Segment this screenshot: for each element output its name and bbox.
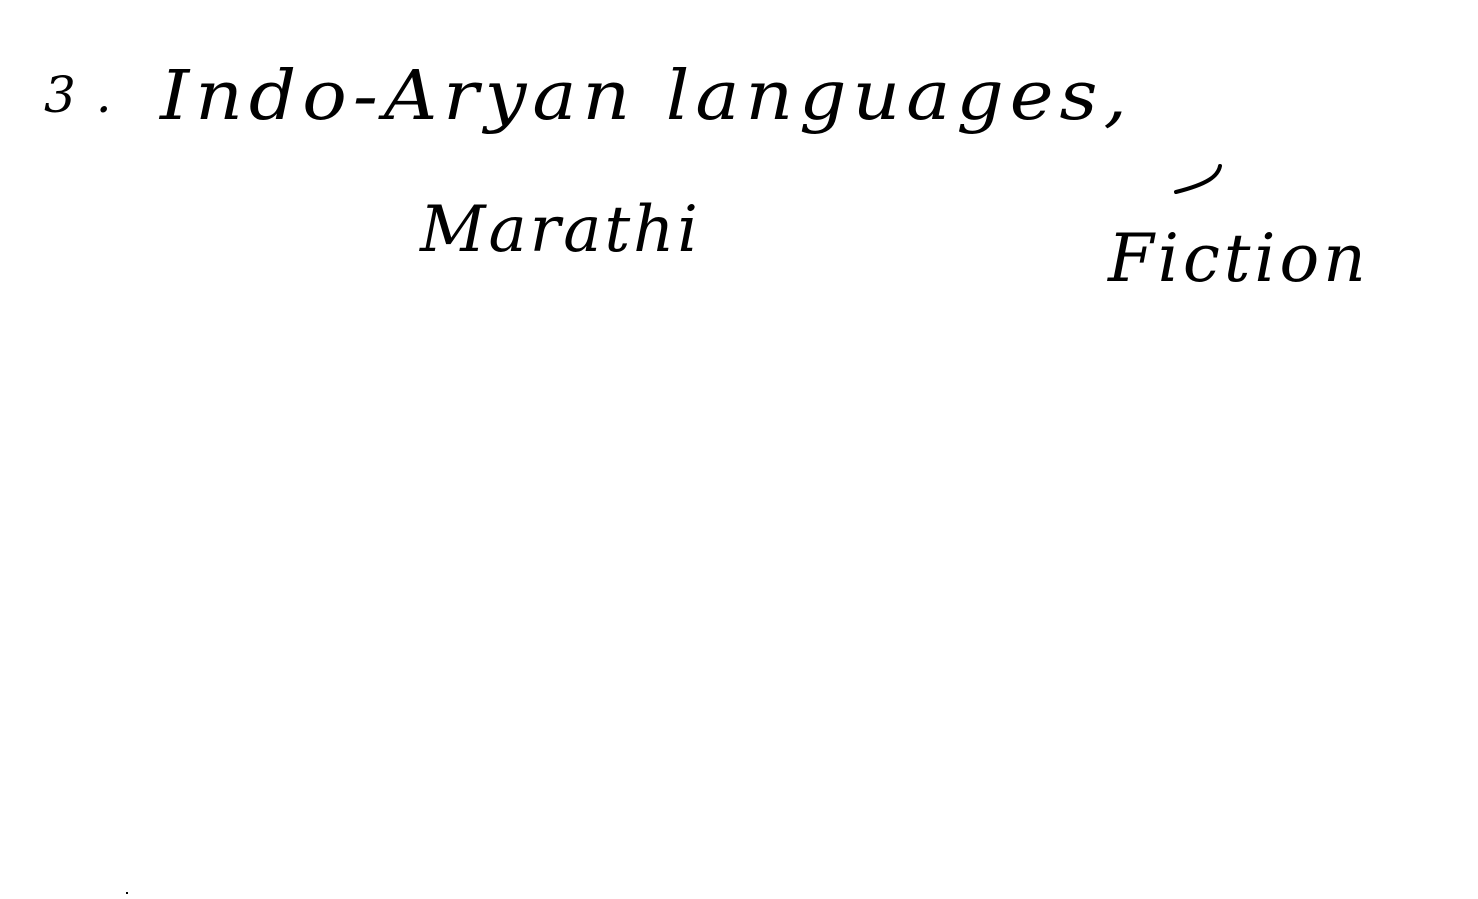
- heading-text: Indo-Aryan languages,: [160, 56, 1133, 136]
- heading-number: 3 .: [44, 66, 114, 124]
- subject-marathi: Marathi: [420, 193, 701, 267]
- handwritten-comma-icon: [1168, 162, 1228, 202]
- subject-fiction: Fiction: [1108, 220, 1370, 297]
- stray-ink-dot: [126, 892, 128, 894]
